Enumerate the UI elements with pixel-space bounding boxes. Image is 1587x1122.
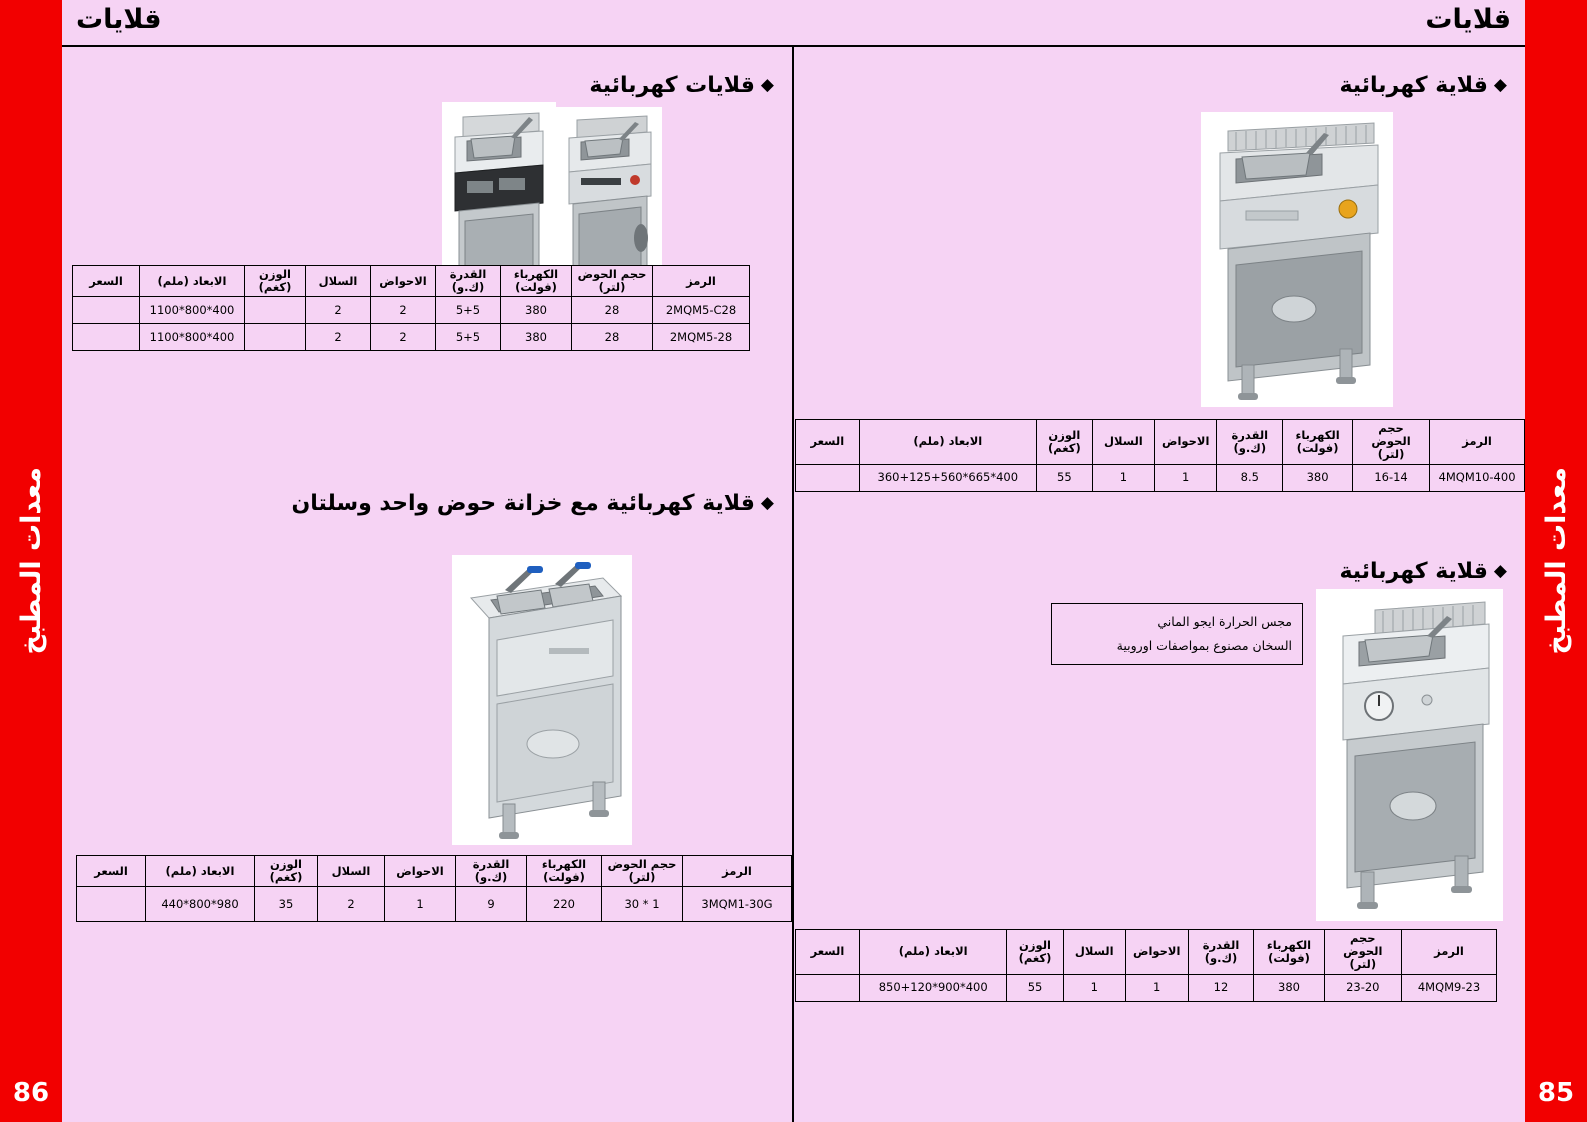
left-section2-spec-table — [76, 855, 792, 922]
cell-basins: 1 — [1154, 464, 1217, 491]
left-section2-title-text: قلاية كهربائية مع خزانة حوض واحد وسلتان — [291, 491, 755, 516]
right-section1-title-text: قلاية كهربائية — [1339, 73, 1488, 98]
th-basins: الاحواض — [1125, 930, 1188, 975]
cell-power: 12 — [1188, 974, 1254, 1001]
left-section2-product-photo — [452, 555, 632, 845]
th-tank: حجم الحوض (لتر) — [602, 856, 683, 887]
th-code: الرمز — [683, 856, 792, 887]
cell-tank: 16-14 — [1353, 464, 1430, 491]
bullet-diamond-icon: ◆ — [1493, 561, 1507, 581]
cell-voltage: 220 — [527, 887, 602, 922]
th-dimensions: الابعاد (ملم) — [859, 420, 1036, 465]
left-section1-title — [589, 73, 774, 98]
left-page — [62, 47, 792, 1122]
th-baskets: السلال — [306, 266, 371, 297]
spread-content — [62, 47, 1525, 1122]
cell-baskets: 2 — [306, 324, 371, 351]
left-section2-title — [291, 491, 774, 516]
th-baskets: السلال — [318, 856, 385, 887]
cell-basins: 1 — [1125, 974, 1188, 1001]
th-power: القدرة (ك.و) — [1217, 420, 1283, 465]
cell-price — [73, 324, 140, 351]
th-voltage: الكهرباء (فولت) — [527, 856, 602, 887]
cell-weight: 55 — [1007, 974, 1063, 1001]
right-section2-product-photo — [1316, 589, 1503, 921]
th-voltage: الكهرباء (فولت) — [1254, 930, 1324, 975]
th-baskets: السلال — [1092, 420, 1154, 465]
bullet-diamond-icon: ◆ — [1493, 75, 1507, 95]
cell-code: 2MQM5-C28 — [653, 297, 750, 324]
cell-weight — [245, 297, 306, 324]
table-row — [73, 324, 750, 351]
th-voltage: الكهرباء (فولت) — [1283, 420, 1353, 465]
th-weight: الوزن (كغم) — [255, 856, 318, 887]
cell-dimensions: 400*665*360+125+560 — [859, 464, 1036, 491]
bullet-diamond-icon: ◆ — [760, 75, 774, 95]
left-section1-title-text: قلايات كهربائية — [589, 73, 755, 98]
cell-price — [796, 974, 860, 1001]
catalog-spread — [62, 0, 1525, 1122]
cell-tank: 23-20 — [1324, 974, 1401, 1001]
th-dimensions: الابعاد (ملم) — [859, 930, 1006, 975]
cell-baskets: 2 — [318, 887, 385, 922]
cell-tank: 1 * 30 — [602, 887, 683, 922]
cell-power: 5+5 — [436, 297, 501, 324]
cell-dimensions: 980*800*440 — [146, 887, 255, 922]
cell-price — [77, 887, 146, 922]
cell-price — [796, 464, 860, 491]
right-page-number: 85 — [1537, 1078, 1575, 1108]
right-section2-spec-table — [795, 929, 1497, 1002]
table-row — [796, 974, 1497, 1001]
cell-code: 4MQM10-400 — [1430, 464, 1525, 491]
table-row — [73, 297, 750, 324]
th-baskets: السلال — [1063, 930, 1125, 975]
cell-voltage: 380 — [1254, 974, 1324, 1001]
header-title-right: قلايات — [1425, 4, 1511, 35]
cell-power: 9 — [456, 887, 527, 922]
note-line-2: السخان مصنوع بمواصفات اوروبية — [1116, 637, 1292, 653]
th-dimensions: الابعاد (ملم) — [140, 266, 245, 297]
right-sidebar-label: معدات المطبخ — [1540, 467, 1572, 655]
cell-voltage: 380 — [1283, 464, 1353, 491]
left-section1-spec-table — [72, 265, 750, 351]
note-line-1: مجس الحرارة ايجو الماني — [1157, 614, 1292, 629]
right-page — [795, 47, 1525, 1122]
cell-baskets: 1 — [1092, 464, 1154, 491]
th-tank: حجم الحوض (لتر) — [1324, 930, 1401, 975]
table-header-row — [796, 930, 1497, 975]
th-code: الرمز — [653, 266, 750, 297]
th-weight: الوزن (كغم) — [1007, 930, 1063, 975]
right-section2-title-text: قلاية كهربائية — [1339, 559, 1488, 584]
table-row — [796, 464, 1525, 491]
th-basins: الاحواض — [1154, 420, 1217, 465]
cell-code: 3MQM1-30G — [683, 887, 792, 922]
th-weight: الوزن (كغم) — [1036, 420, 1092, 465]
cell-weight: 55 — [1036, 464, 1092, 491]
th-power: القدرة (ك.و) — [436, 266, 501, 297]
right-section1-product-photo — [1201, 112, 1393, 407]
th-price: السعر — [77, 856, 146, 887]
th-power: القدرة (ك.و) — [456, 856, 527, 887]
cell-dimensions: 400*800*1100 — [140, 324, 245, 351]
th-voltage: الكهرباء (فولت) — [501, 266, 572, 297]
cell-weight — [245, 324, 306, 351]
cell-code: 4MQM9-23 — [1402, 974, 1497, 1001]
table-row — [77, 887, 792, 922]
bullet-diamond-icon: ◆ — [760, 493, 774, 513]
th-power: القدرة (ك.و) — [1188, 930, 1254, 975]
cell-dimensions: 400*900*850+120 — [859, 974, 1006, 1001]
cell-dimensions: 400*800*1100 — [140, 297, 245, 324]
cell-basins: 1 — [385, 887, 456, 922]
th-code: الرمز — [1430, 420, 1525, 465]
cell-voltage: 380 — [501, 297, 572, 324]
table-header-row — [73, 266, 750, 297]
th-price: السعر — [73, 266, 140, 297]
right-section1-spec-table — [795, 419, 1525, 492]
th-weight: الوزن (كغم) — [245, 266, 306, 297]
cell-baskets: 1 — [1063, 974, 1125, 1001]
th-price: السعر — [796, 420, 860, 465]
cell-voltage: 380 — [501, 324, 572, 351]
left-page-number: 86 — [12, 1078, 50, 1108]
th-basins: الاحواض — [371, 266, 436, 297]
cell-basins: 2 — [371, 324, 436, 351]
cell-price — [73, 297, 140, 324]
th-price: السعر — [796, 930, 860, 975]
table-header-row — [796, 420, 1525, 465]
th-basins: الاحواض — [385, 856, 456, 887]
page-header — [62, 0, 1525, 47]
th-tank: حجم الحوض (لتر) — [1353, 420, 1430, 465]
left-sidebar-label: معدات المطبخ — [15, 467, 47, 655]
cell-basins: 2 — [371, 297, 436, 324]
cell-baskets: 2 — [306, 297, 371, 324]
cell-code: 2MQM5-28 — [653, 324, 750, 351]
cell-power: 8.5 — [1217, 464, 1283, 491]
cell-tank: 28 — [572, 324, 653, 351]
header-title-left: قلايات — [76, 4, 162, 35]
th-tank: حجم الحوض (لتر) — [572, 266, 653, 297]
cell-tank: 28 — [572, 297, 653, 324]
th-code: الرمز — [1402, 930, 1497, 975]
left-sidebar — [0, 0, 62, 1122]
right-section1-title — [1339, 73, 1507, 98]
right-sidebar — [1525, 0, 1587, 1122]
right-section2-title — [1339, 559, 1507, 584]
right-section2-notes — [1051, 603, 1303, 665]
cell-weight: 35 — [255, 887, 318, 922]
cell-power: 5+5 — [436, 324, 501, 351]
th-dimensions: الابعاد (ملم) — [146, 856, 255, 887]
table-header-row — [77, 856, 792, 887]
